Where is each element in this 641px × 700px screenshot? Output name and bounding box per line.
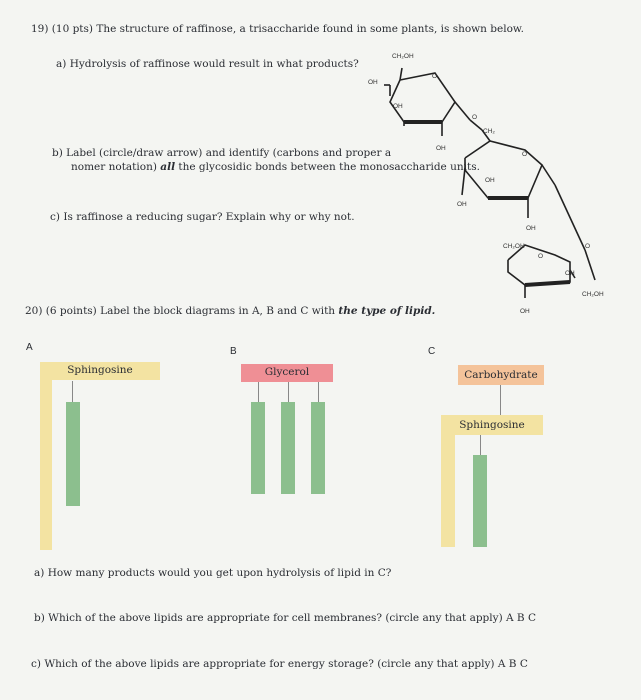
raffinose-structure — [350, 40, 641, 330]
oh-label: OH — [368, 79, 378, 86]
ch2oh-label: CH₂OH — [392, 53, 414, 60]
q19-part-b-line1: b) Label (circle/draw arrow) and identify (carbons and proper a — [52, 147, 392, 159]
oh-label: OH — [393, 103, 403, 110]
ch2oh-label: CH₂OH — [503, 243, 525, 250]
diagram-b-connector — [258, 382, 259, 402]
diagram-a-letter: A — [26, 342, 33, 353]
oh-label: OH — [520, 308, 530, 315]
q19-part-a: a) Hydrolysis of raffinose would result in what products? — [56, 58, 359, 70]
ring-oxygen-label: O — [522, 151, 528, 158]
ring-oxygen-label: O — [432, 73, 438, 80]
diagram-b-fatty-acid-chain — [281, 402, 295, 494]
ch2-label: CH₂ — [483, 128, 495, 135]
q20-part-a: a) How many products would you get upon hydrolysis of lipid in C? — [34, 567, 392, 579]
q19-header: 19) (10 pts) The structure of raffinose, a trisaccharide found in some plants, is shown below. — [31, 23, 524, 35]
oh-label: OH — [565, 270, 575, 277]
ring-oxygen-label: O — [538, 253, 544, 260]
diagram-b-glycerol-bar — [241, 364, 333, 382]
diagram-c-connector — [480, 435, 481, 455]
diagram-b-glycerol-label: Glycerol — [264, 366, 310, 378]
ch2oh-label: CH₂OH — [582, 291, 604, 298]
diagram-c-fatty-acid-chain — [473, 455, 487, 547]
q20-part-b: b) Which of the above lipids are appropriate for cell membranes? (circle any that apply) A B C — [34, 612, 537, 624]
oh-label: OH — [485, 177, 495, 184]
diagram-c-sphingosine-bar — [441, 415, 543, 435]
q20-header: 20) (6 points) Label the block diagrams in A, B and C with the type of lipid. — [25, 305, 436, 317]
diagram-b-connector — [318, 382, 319, 402]
oh-label: OH — [436, 145, 446, 152]
glycosidic-oxygen-label: O — [472, 114, 478, 121]
diagram-c-carbohydrate-label: Carbohydrate — [464, 369, 538, 381]
diagram-a-connector — [72, 381, 73, 402]
diagram-c-letter: C — [428, 346, 436, 357]
diagram-b-fatty-acid-chain — [311, 402, 325, 494]
q19-part-c: c) Is raffinose a reducing sugar? Explain why or why not. — [50, 211, 355, 223]
diagram-b-letter: B — [230, 346, 237, 357]
q19-part-b-line2: nomer notation) all the glycosidic bonds between the monosaccharide units. — [71, 161, 480, 173]
diagram-a-sphingosine-bar — [40, 362, 160, 380]
diagram-c-carbohydrate-bar — [458, 365, 544, 385]
diagram-c-connector — [500, 385, 501, 415]
diagram-b-fatty-acid-chain — [251, 402, 265, 494]
oh-label: OH — [526, 225, 536, 232]
diagram-b-connector — [288, 382, 289, 402]
diagram-a-yellow-tail — [40, 380, 52, 550]
q20-part-c: c) Which of the above lipids are appropriate for energy storage? (circle any that apply) A B C — [31, 658, 528, 670]
oh-label: OH — [457, 201, 467, 208]
diagram-a-sphingosine-label: Sphingosine — [67, 364, 133, 376]
glycosidic-oxygen-label: O — [585, 243, 591, 250]
diagram-a-fatty-acid-chain — [66, 402, 80, 506]
diagram-c-yellow-tail — [441, 435, 455, 547]
diagram-c-sphingosine-label: Sphingosine — [459, 419, 525, 431]
